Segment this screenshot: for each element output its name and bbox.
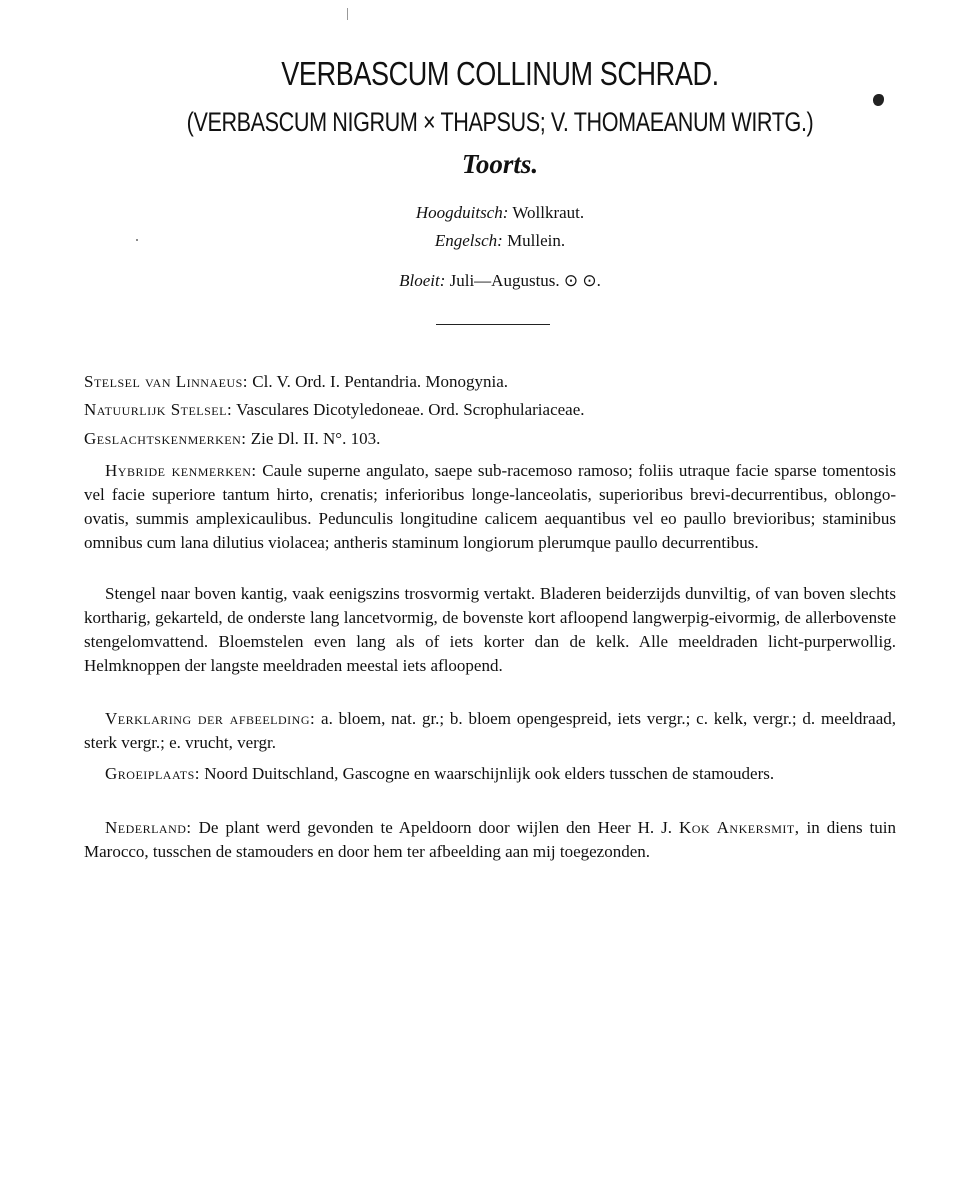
natural-system — [84, 398, 896, 422]
species-synonym: (VERBASCUM NIGRUM × THAPSUS; V. THOMAEANUM WIRTG.) — [186, 107, 814, 137]
english-name — [0, 231, 967, 251]
hybrid-characters — [84, 459, 896, 555]
netherlands-label: Nederland: — [105, 818, 192, 837]
hybrid-label: Hybride kenmerken: — [105, 461, 257, 480]
figure-label: Verklaring der afbeelding: — [105, 709, 316, 728]
natural-label: Natuurlijk Stelsel: — [84, 400, 233, 419]
bloom-value: Juli—Augustus. ⊙ ⊙. — [449, 271, 601, 290]
dutch-description: Stengel naar boven kantig, vaak eenigszins trosvormig vertakt. Bladeren beiderzijds dunviltig, of van boven slechts kortharig, gekarteld, de onderste lang lancetvormig, de bovenste kort afloopend langwerpig-eivormig, de allerbovenste stengelomvattend. Bloemstelen even lang als of iets korter dan de kelk. Alle meeldraden licht-purperwollig. Helmknoppen der langste meeldraden meestal iets afloopend. — [84, 584, 896, 675]
genus-label: Geslachtskenmerken: — [84, 429, 247, 448]
genus-text: Zie Dl. II. N°. 103. — [250, 429, 381, 448]
hybrid-text: Caule superne angulato, saepe sub-racemoso ramoso; foliis utraque facie sparse tomentosis vel facie superiore tantum hirto, crenatis; inferioribus longe-lanceolatis, superioribus brevi-decurrentibus, oblongo-ovatis, summis amplexicaulibus. Pedunculis longitudine calicem aequantibus vel eo paullo brevioribus; staminibus omnibus cum lana dilutius violacea; antheris staminum longiorum plerumque paullo decurrentibus. — [84, 461, 896, 552]
netherlands-occurrence — [84, 816, 896, 864]
habitat-text: Noord Duitschland, Gascogne en waarschijnlijk ook elders tusschen de stamouders. — [204, 764, 775, 783]
common-name: Toorts. — [461, 149, 539, 179]
linnaeus-text: Cl. V. Ord. I. Pentandria. Monogynia. — [252, 372, 509, 391]
bloom-period — [0, 271, 967, 291]
figure-explanation — [84, 707, 896, 755]
habitat — [84, 762, 896, 786]
genus-characters — [84, 427, 896, 451]
english-label: Engelsch: — [434, 231, 503, 250]
natural-text: Vasculares Dicotyledoneae. Ord. Scrophulariaceae. — [236, 400, 585, 419]
german-value: Wollkraut. — [512, 203, 585, 222]
habitat-label: Groeiplaats: — [105, 764, 201, 783]
linnaeus-system — [84, 370, 896, 394]
netherlands-text-a: De plant werd gevonden te Apeldoorn door wijlen den Heer H. J. — [198, 818, 672, 837]
netherlands-text-b: in diens tuin Marocco, tusschen de stamouders en door hem ter afbeelding aan mij toegezonden. — [84, 818, 896, 861]
species-title: VERBASCUM COLLINUM SCHRAD. — [281, 55, 719, 92]
german-name — [0, 203, 967, 223]
scan-mark — [347, 8, 348, 20]
english-value: Mullein. — [507, 231, 566, 250]
german-label: Hoogduitsch: — [415, 203, 509, 222]
collector-name: Kok Ankersmit, — [678, 818, 800, 837]
figure-text: a. bloem, nat. gr.; b. bloem opengespreid, iets vergr.; c. kelk, vergr.; d. meeldraad, sterk vergr.; e. vrucht, vergr. — [84, 709, 897, 752]
linnaeus-label: Stelsel van Linnaeus: — [84, 372, 249, 391]
section-divider — [436, 324, 550, 325]
ink-speck — [873, 94, 884, 106]
bloom-label: Bloeit: — [399, 271, 446, 290]
